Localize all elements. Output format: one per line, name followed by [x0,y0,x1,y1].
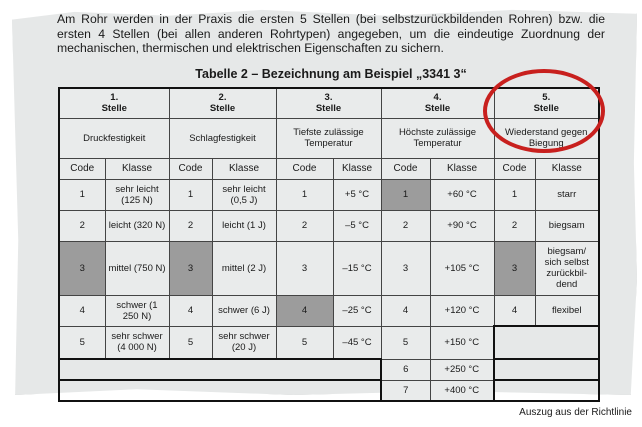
klasse-cell: –5 °C [333,210,381,241]
klasse-cell: +105 °C [430,241,494,295]
code-cell: 2 [276,210,333,241]
code-header: Code [494,158,535,179]
table-row [59,179,599,210]
klasse-cell: biegsam [535,210,599,241]
property-header: Wiederstand gegen Biegung [494,118,599,158]
klasse-cell: schwer (6 J) [212,295,276,326]
empty-cell [494,326,599,359]
table-title: Tabelle 2 – Bezeichnung am Beispiel „3341 3“ [195,67,467,81]
klasse-cell: +5 °C [333,179,381,210]
code-cell: 2 [494,210,535,241]
klasse-cell: biegsam/ sich selbst zurückbil-dend [535,241,599,295]
klasse-cell: –45 °C [333,326,381,359]
code-cell: 7 [381,380,430,401]
stelle-header [169,88,276,118]
klasse-header: Klasse [212,158,276,179]
intro-paragraph: Am Rohr werden in der Praxis die ersten 5 Stellen (bei selbstzurückbildenden Rohren) bzw. die ersten 4 Stellen (bei allen anderen Rohrtypen) angegeben, um die eindeutige Zuordnung der mechanischen, thermischen und elektrischen Eigenschaften zu sichern. [57,12,605,55]
klasse-header: Klasse [535,158,599,179]
stelle-label: Stelle [424,103,451,115]
code-cell: 2 [381,210,430,241]
empty-cell [494,380,599,401]
klasse-cell: sehr schwer (20 J) [212,326,276,359]
code-cell: 3 [59,241,105,295]
klasse-cell: +250 °C [430,359,494,380]
code-header: Code [276,158,333,179]
stelle-header [59,88,169,118]
klasse-cell: mittel (2 J) [212,241,276,295]
code-cell: 5 [276,326,333,359]
code-cell: 5 [381,326,430,359]
property-header: Tiefste zulässige Temperatur [276,118,381,158]
property-header: Schlagfestigkeit [169,118,276,158]
code-cell: 2 [169,210,212,241]
stelle-header [276,88,381,118]
code-header: Code [381,158,430,179]
table-row [59,295,599,326]
stelle-number: 5. [542,92,551,104]
stelle-number: 2. [218,92,227,104]
code-cell: 1 [381,179,430,210]
code-cell: 3 [276,241,333,295]
code-cell: 5 [59,326,105,359]
code-cell: 1 [169,179,212,210]
code-cell: 4 [381,295,430,326]
klasse-header: Klasse [105,158,169,179]
table-row [59,359,599,380]
klasse-cell: +150 °C [430,326,494,359]
property-header: Druckfestigkeit [59,118,169,158]
klasse-cell: mittel (750 N) [105,241,169,295]
code-cell: 6 [381,359,430,380]
code-cell: 5 [169,326,212,359]
highlight-circle [483,69,605,153]
table-row [59,326,599,359]
stelle-number: 1. [110,92,119,104]
klasse-cell: schwer (1 250 N) [105,295,169,326]
stelle-number: 3. [324,92,333,104]
empty-cell [59,380,381,401]
klasse-header: Klasse [333,158,381,179]
property-header: Höchste zulässige Temperatur [381,118,494,158]
klasse-cell: +90 °C [430,210,494,241]
klasse-cell: +400 °C [430,380,494,401]
code-header: Code [59,158,105,179]
klasse-cell: sehr leicht (125 N) [105,179,169,210]
code-cell: 1 [276,179,333,210]
klasse-cell: leicht (1 J) [212,210,276,241]
table-row [59,241,599,295]
klasse-cell: flexibel [535,295,599,326]
code-cell: 4 [169,295,212,326]
code-cell: 1 [59,179,105,210]
code-cell: 3 [494,241,535,295]
klasse-cell: sehr schwer (4 000 N) [105,326,169,359]
code-cell: 3 [169,241,212,295]
stelle-label: Stelle [533,103,559,115]
klasse-cell: sehr leicht (0,5 J) [212,179,276,210]
stelle-label: Stelle [101,103,127,115]
klasse-header: Klasse [430,158,494,179]
empty-cell [59,359,381,380]
code-cell: 4 [59,295,105,326]
footer-caption: Auszug aus der Richtlinie [519,407,632,418]
stelle-label: Stelle [315,103,342,115]
klasse-cell: +120 °C [430,295,494,326]
table-row [59,210,599,241]
code-cell: 4 [494,295,535,326]
stelle-header [381,88,494,118]
table-row [59,380,599,401]
code-cell: 1 [494,179,535,210]
klasse-cell: leicht (320 N) [105,210,169,241]
stelle-number: 4. [433,92,442,104]
code-cell: 3 [381,241,430,295]
klasse-cell: +60 °C [430,179,494,210]
code-cell: 4 [276,295,333,326]
stelle-label: Stelle [209,103,236,115]
klasse-cell: –15 °C [333,241,381,295]
empty-cell [494,359,599,380]
klasse-cell: –25 °C [333,295,381,326]
code-cell: 2 [59,210,105,241]
klasse-cell: starr [535,179,599,210]
code-header: Code [169,158,212,179]
